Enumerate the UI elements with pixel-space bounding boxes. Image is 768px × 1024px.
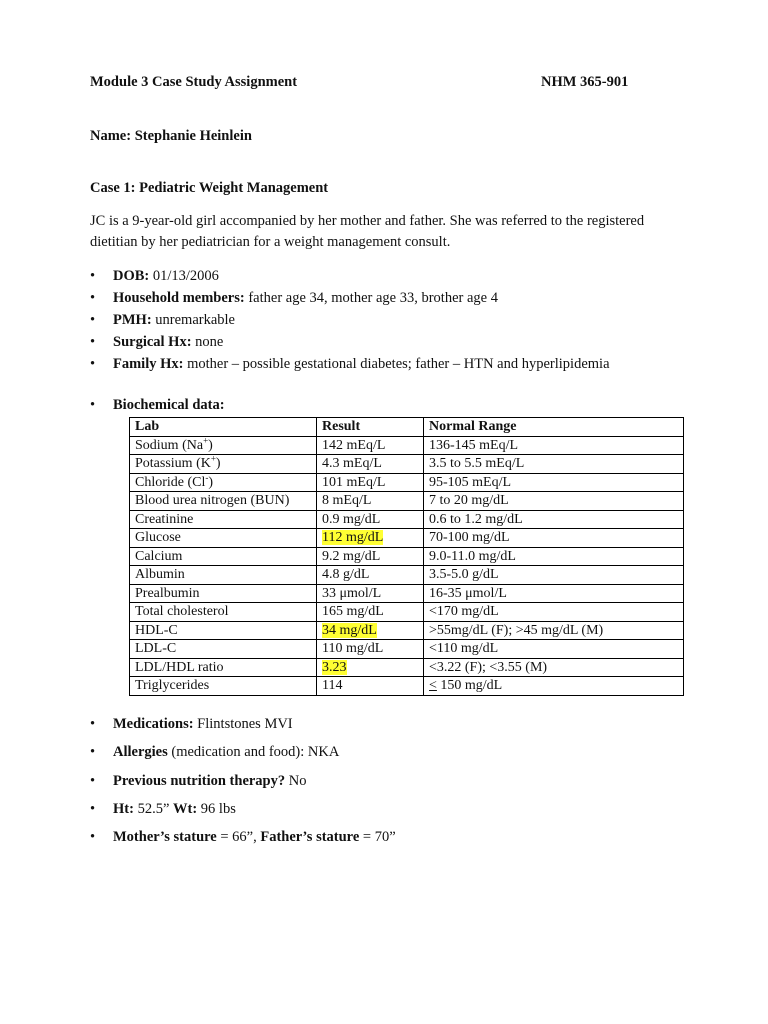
lab-name: Triglycerides [135,678,210,694]
fact-label: Father’s stature [260,829,360,846]
list-item [90,288,690,310]
fact-value: 52.5” [133,800,173,817]
table-row [130,547,684,566]
result-value: 33 μmol/L [322,585,382,601]
result-value: 4.8 g/dL [322,567,370,583]
result-cell [317,492,424,511]
fact-label: PMH: [113,312,152,328]
fact-value: = 66”, [216,829,261,846]
normal-range-value: 3.5 to 5.5 mEq/L [429,456,525,472]
table-row [130,529,684,548]
intro-paragraph: JC is a 9-year-old girl accompanied by her mother and father. She was referred to the registered dietitian by her pediatrician for a weight management consult. [90,213,645,250]
result-cell [317,584,424,603]
fact-label: Mother’s stature [113,829,217,846]
lab-name: Creatinine [135,511,194,527]
lab-name-cell [130,677,317,696]
normal-range-value: 136-145 mEq/L [429,437,519,453]
normal-range-cell [424,529,684,548]
lab-name: HDL-C [135,622,178,638]
ion-charge: - [205,472,209,483]
result-value: 0.9 mg/dL [322,511,381,527]
lab-name: Chloride (Cl [135,474,206,490]
lab-name-cell [130,510,317,529]
bullet-icon: • [90,397,96,413]
column-header-result: Result [317,418,424,437]
result-cell [317,640,424,659]
normal-range-value: 9.0-11.0 mg/dL [429,548,516,564]
case-title: Case 1: Pediatric Weight Management [90,180,329,196]
lab-name: Calcium [135,548,183,564]
lab-name-cell [130,621,317,640]
result-cell [317,621,424,640]
abnormal-result-value: 34 mg/dL [322,622,377,638]
column-header-range: Normal Range [424,418,684,437]
abnormal-result-value: 112 mg/dL [322,530,384,546]
list-item [90,332,690,354]
table-row [130,455,684,474]
lab-table-body [130,436,684,695]
fact-label: Allergies [113,744,168,761]
bullet-icon: • [90,772,96,789]
name-label: Name: [90,128,132,144]
list-item [90,266,690,288]
bullet-icon: • [90,334,96,350]
fact-label: Wt: [173,800,198,817]
biochem-label: Biochemical data: [113,397,225,413]
bullet-icon: • [90,829,96,846]
normal-range-cell [424,584,684,603]
fact-label: DOB: [113,268,150,284]
normal-range-cell [424,473,684,492]
result-cell [317,436,424,455]
column-header-lab: Lab [130,418,317,437]
list-item [90,827,690,855]
lab-name: LDL/HDL ratio [135,659,224,675]
fact-value: 01/13/2006 [149,268,219,284]
table-row [130,677,684,696]
fact-label: Medications: [113,716,194,732]
ion-charge: + [210,453,216,464]
fact-value: none [191,334,224,350]
normal-range-value: 70-100 mg/dL [429,530,510,546]
lab-results-table [129,417,684,696]
result-cell [317,566,424,585]
normal-range-value: <3.22 (F); <3.55 (M) [429,659,548,675]
normal-range-value: 7 to 20 mg/dL [429,493,509,509]
normal-range-value: 95-105 mEq/L [429,474,512,490]
lab-name: Sodium (Na [135,437,204,453]
result-value: 101 mEq/L [322,474,386,490]
table-row [130,621,684,640]
bullet-icon: • [90,744,96,761]
lab-name: LDL-C [135,641,177,657]
lab-name-cell [130,658,317,677]
lab-name-cell [130,529,317,548]
normal-range-value: < 150 mg/dL [429,678,503,694]
lab-name: Albumin [135,567,185,583]
normal-range-cell [424,603,684,622]
lab-name-cell [130,640,317,659]
list-item [90,799,690,827]
normal-range-cell [424,566,684,585]
student-name: Stephanie Heinlein [134,128,252,144]
normal-range-value: 3.5-5.0 g/dL [429,567,499,583]
normal-range-cell [424,547,684,566]
ion-charge: + [203,435,209,446]
result-value: 142 mEq/L [322,437,386,453]
bullet-icon: • [90,268,96,284]
result-cell [317,603,424,622]
lab-name-cell [130,492,317,511]
normal-range-cell [424,677,684,696]
lab-name-end: ) [215,456,221,472]
patient-facts-list [90,266,690,376]
result-cell [317,677,424,696]
table-row [130,584,684,603]
normal-range-value: <170 mg/dL [429,604,499,620]
list-item [90,354,690,376]
fact-value: 96 lbs [197,800,236,817]
normal-range-cell [424,510,684,529]
normal-range-value: 16-35 μmol/L [429,585,507,601]
fact-label: Surgical Hx: [113,334,192,350]
normal-range-cell [424,640,684,659]
result-value: 4.3 mEq/L [322,456,382,472]
student-name-line [90,128,252,145]
fact-value: No [285,772,307,789]
result-cell [317,529,424,548]
result-cell [317,510,424,529]
lab-name-cell [130,455,317,474]
fact-label: Previous nutrition therapy? [113,772,286,789]
lab-name-cell [130,584,317,603]
fact-label: Household members: [113,290,245,306]
course-code: NHM 365-901 [541,74,629,90]
list-item [90,714,690,742]
table-row [130,510,684,529]
normal-range-cell [424,658,684,677]
normal-range-cell [424,455,684,474]
result-cell [317,547,424,566]
normal-range-cell [424,492,684,511]
normal-range-cell [424,621,684,640]
table-row [130,658,684,677]
lab-name-cell [130,547,317,566]
biochem-heading [90,397,225,414]
fact-value: mother – possible gestational diabetes; father – HTN and hyperlipidemia [183,356,610,372]
lab-name-cell [130,436,317,455]
fact-value: father age 34, mother age 33, brother age 4 [244,290,498,306]
lab-name-cell [130,566,317,585]
bullet-icon: • [90,356,96,372]
result-value: 8 mEq/L [322,493,372,509]
lab-name: Blood urea nitrogen (BUN) [135,493,290,509]
result-value: 165 mg/dL [322,604,384,620]
fact-label: Ht: [113,800,134,817]
result-cell [317,658,424,677]
result-value: 110 mg/dL [322,641,384,657]
table-row [130,640,684,659]
fact-label: Family Hx: [113,356,184,372]
normal-range-cell [424,436,684,455]
lab-name: Total cholesterol [135,604,229,620]
lab-name: Potassium (K [135,456,211,472]
table-row [130,566,684,585]
abnormal-result-value: 3.23 [322,659,347,675]
normal-range-value: >55mg/dL (F); >45 mg/dL (M) [429,622,604,638]
fact-value: unremarkable [151,312,235,328]
list-item [90,742,690,770]
list-item [90,310,690,332]
lab-name-cell [130,473,317,492]
result-value: 9.2 mg/dL [322,548,381,564]
lab-name-cell [130,603,317,622]
table-row [130,492,684,511]
bullet-icon: • [90,312,96,328]
result-value: 114 [322,678,343,694]
bullet-icon: • [90,290,96,306]
result-cell [317,473,424,492]
lab-name-end: ) [208,437,213,453]
bullet-icon: • [90,800,96,817]
result-cell [317,455,424,474]
normal-range-value: 0.6 to 1.2 mg/dL [429,511,523,527]
table-row [130,473,684,492]
fact-value: Flintstones MVI [193,716,293,732]
lab-name: Glucose [135,530,181,546]
lab-name-end: ) [208,474,214,490]
assignment-title: Module 3 Case Study Assignment [90,74,298,90]
table-header-row [130,418,684,437]
list-item [90,771,690,799]
fact-value: = 70” [359,829,396,846]
fact-value: (medication and food): NKA [167,744,340,761]
table-row [130,436,684,455]
table-row [130,603,684,622]
additional-facts-list [90,714,690,855]
normal-range-value: <110 mg/dL [429,641,499,657]
bullet-icon: • [90,716,96,732]
lab-name: Prealbumin [135,585,200,601]
